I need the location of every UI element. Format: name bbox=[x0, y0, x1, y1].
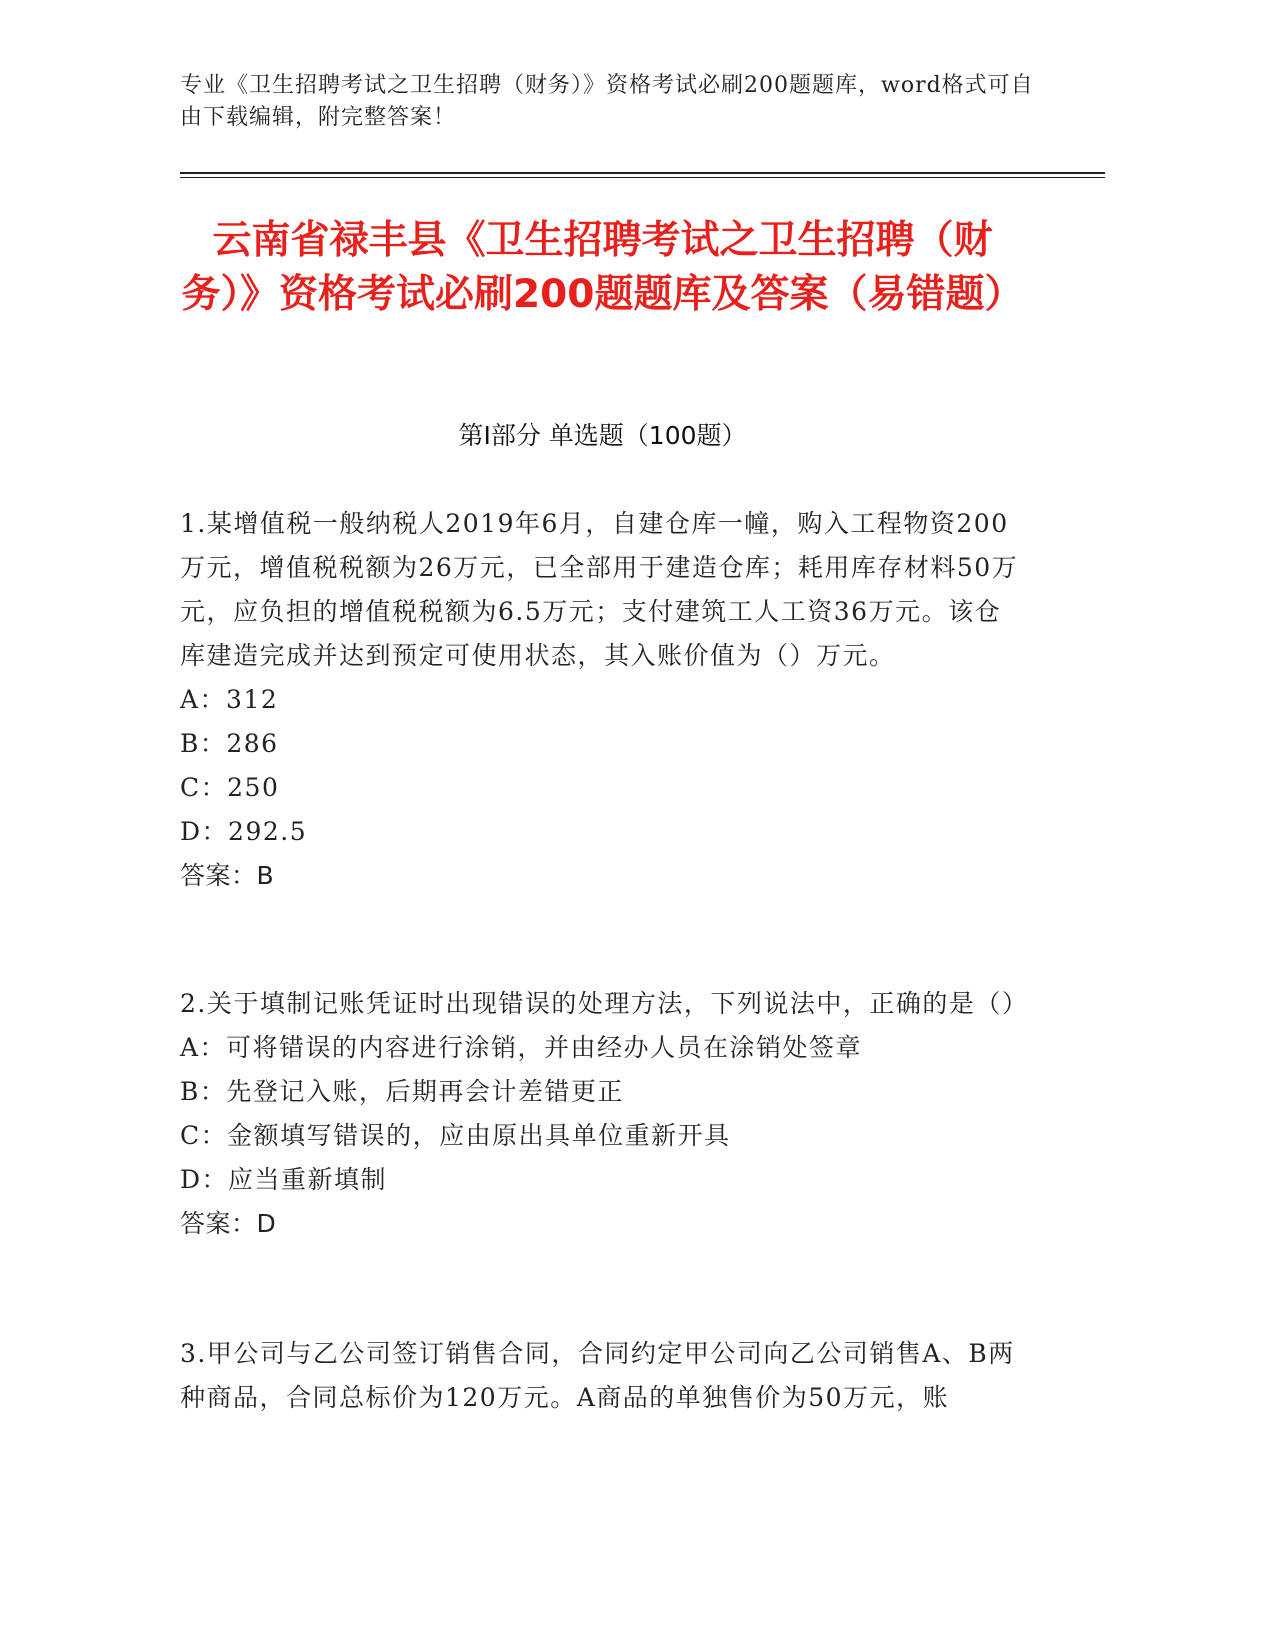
document-title: 云南省禄丰县《卫生招聘考试之卫生招聘（财务）》资格考试必刷200题题库及答案（易错题） bbox=[181, 218, 1024, 317]
question-stem: 2.关于填制记账凭证时出现错误的处理方法，下列说法中，正确的是（） bbox=[180, 989, 1029, 1018]
option-d: D：292.5 bbox=[180, 817, 308, 846]
header-rule-thin bbox=[180, 177, 1105, 178]
question-1 bbox=[180, 502, 1025, 898]
question-stem: 1.某增值税一般纳税人2019年6月，自建仓库一幢，购入工程物资200万元，增值税税额为26万元，已全部用于建造仓库；耗用库存材料50万元，应负担的增值税税额为6.5万元；支付建筑工人工资36万元。该仓库建造完成并达到预定可使用状态，其入账价值为（）万元。 bbox=[180, 509, 1019, 670]
header-rule-thick bbox=[180, 172, 1105, 174]
answer: 答案：D bbox=[180, 1209, 277, 1238]
option-b: B：286 bbox=[180, 729, 279, 758]
header-note: 专业《卫生招聘考试之卫生招聘（财务）》资格考试必刷200题题库，word格式可自由下载编辑，附完整答案！ bbox=[180, 73, 1034, 130]
option-d: D：应当重新填制 bbox=[180, 1165, 388, 1194]
option-b: B：先登记入账，后期再会计差错更正 bbox=[180, 1077, 624, 1106]
option-a: A：312 bbox=[180, 685, 279, 714]
question-stem: 3.甲公司与乙公司签订销售合同，合同约定甲公司向乙公司销售A、B两种商品，合同总标价为120万元。A商品的单独售价为50万元，账 bbox=[180, 1339, 1015, 1412]
question-2 bbox=[180, 982, 1029, 1246]
section-title: 第Ⅰ部分 单选题（100题） bbox=[458, 421, 747, 450]
option-c: C：金额填写错误的，应由原出具单位重新开具 bbox=[180, 1121, 731, 1150]
option-a: A：可将错误的内容进行涂销，并由经办人员在涂销处签章 bbox=[180, 1033, 863, 1062]
option-c: C：250 bbox=[180, 773, 280, 802]
question-3 bbox=[180, 1332, 1025, 1420]
answer: 答案：B bbox=[180, 861, 275, 890]
